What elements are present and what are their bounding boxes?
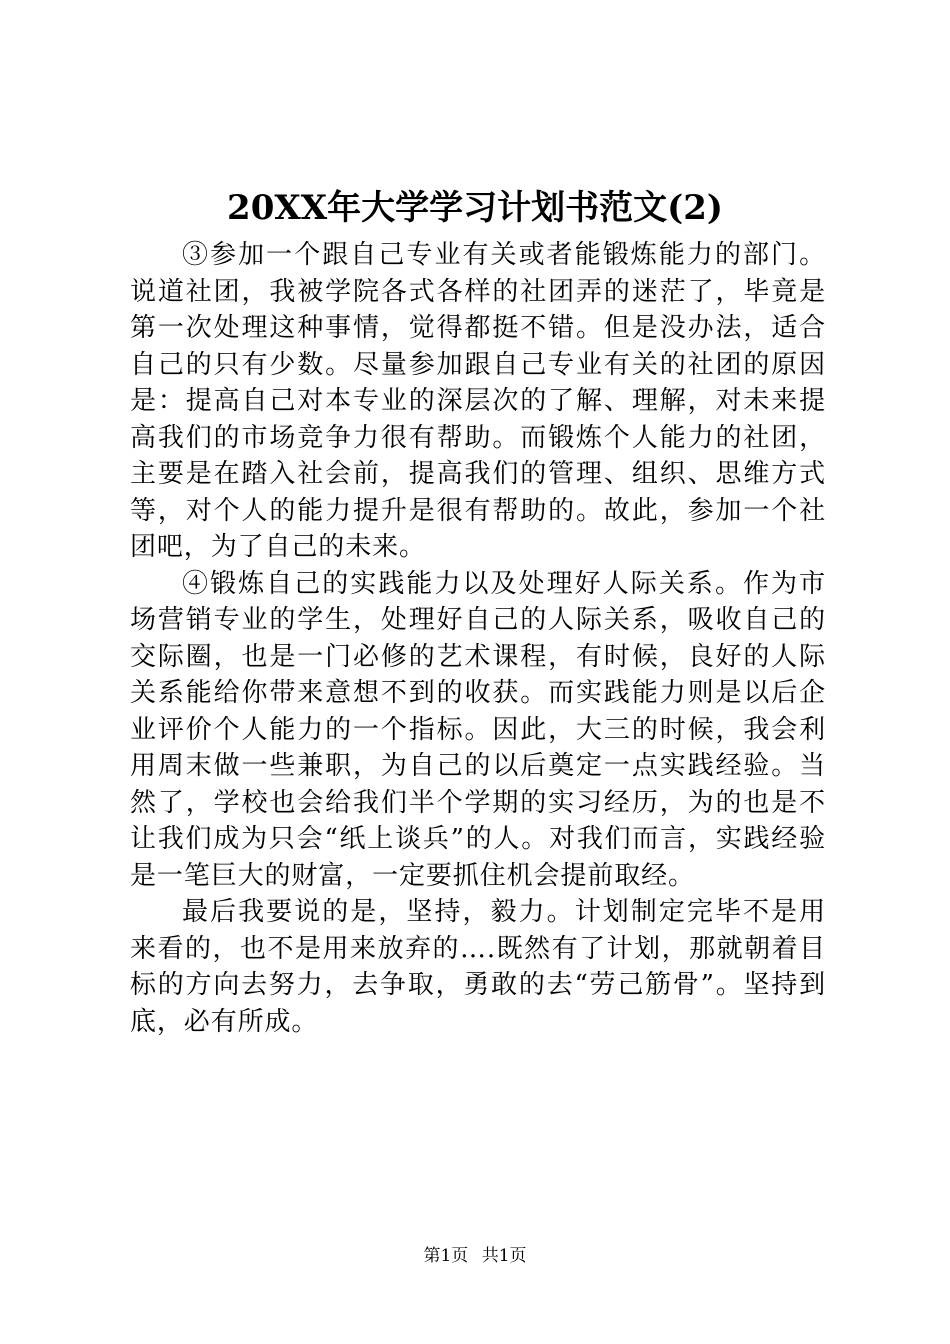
document-title: 20XX年大学学习计划书范文(2) [227, 188, 723, 228]
page-total: 共1页 [481, 1246, 527, 1266]
page-footer [0, 1244, 950, 1268]
paragraph-conclusion: 最后我要说的是，坚持，毅力。计划制定完毕不是用来看的，也不是用来放弃的….既然有了计划，那就朝着目标的方向去努力，去争取，勇敢的去“劳己筋骨”。坚持到底，必有所成。 [130, 897, 826, 1037]
page-number: 第1页 [423, 1246, 469, 1266]
document-body [130, 237, 826, 1040]
paragraph-4: ④锻炼自己的实践能力以及处理好人际关系。作为市场营销专业的学生，处理好自己的人际关系，吸收自己的交际圈，也是一门必修的艺术课程，有时候，良好的人际关系能给你带来意想不到的收获。而实践能力则是以后企业评价个人能力的一个指标。因此，大三的时候，我会利用周末做一些兼职，为自己的以后奠定一点实践经验。当然了，学校也会给我们半个学期的实习经历，为的也是不让我们成为只会“纸上谈兵”的人。对我们而言，实践经验是一笔巨大的财富，一定要抓住机会提前取经。 [130, 568, 826, 891]
paragraph-3: ③参加一个跟自己专业有关或者能锻炼能力的部门。说道社团，我被学院各式各样的社团弄的迷茫了，毕竟是第一次处理这种事情，觉得都挺不错。但是没办法，适合自己的只有少数。尽量参加跟自己专业有关的社团的原因是：提高自己对本专业的深层次的了解、理解，对未来提高我们的市场竞争力很有帮助。而锻炼个人能力的社团，主要是在踏入社会前，提高我们的管理、组织、思维方式等，对个人的能力提升是很有帮助的。故此，参加一个社团吧，为了自己的未来。 [130, 240, 826, 562]
